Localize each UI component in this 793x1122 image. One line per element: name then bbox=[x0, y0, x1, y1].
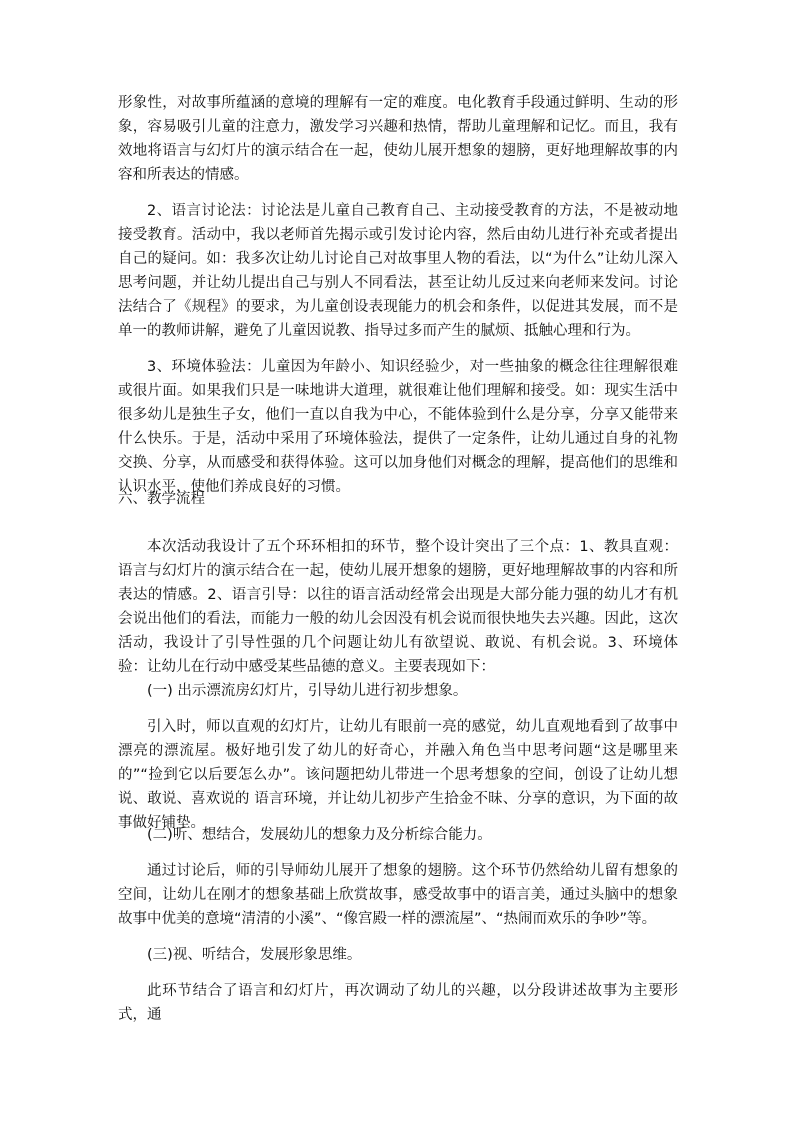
paragraph-step-two: 通过讨论后，师的引导师幼儿展开了想象的翅膀。这个环节仍然给幼儿留有想象的空间，让幼儿在刚才的想象基础上欣赏故事，感受故事中的语言美，通过头脑中的想象故事中优美的意境“清清的小溪”、“像宫殿一样的漂流屋”、“热闹而欢乐的争吵”等。 bbox=[118, 863, 678, 927]
paragraph-environment-experience: 3、环境体验法：儿童因为年龄小、知识经验少，对一些抽象的概念往往理解很难或很片面。如果我们只是一味地讲大道理，就很难让他们理解和接受。如：现实生活中很多幼儿是独生子女，他们一直以自我为中心，不能体验到什么是分享，分享又能带来什么快乐。于是，活动中采用了环境体验法，提供了一定条件，让幼儿通过自身的礼物交换、分享，从而感受和获得体验。这可以加身他们对概念的理解，提高他们的思维和认识水平，使他们养成良好的习惯。 bbox=[118, 359, 678, 495]
paragraph-step-three: 此环节结合了语言和幻灯片，再次调动了幼儿的兴趣，以分段讲述故事为主要形式，通 bbox=[118, 983, 678, 1023]
paragraph-activity-overview: 本次活动我设计了五个环环相扣的环节，整个设计突出了三个点：1、教具直观：语言与幻灯片的演示结合在一起，使幼儿展开想象的翅膀，更好地理解故事的内容和所表达的情感。2、语言引导：以往的语言活动经常会出现是大部分能力强的幼儿才有机会说出他们的看法，而能力一般的幼儿会因没有机会说而很快地失去兴趣。因此，这次活动，我设计了引导性强的几个问题让幼儿有欲望说、敢说、有机会说。3、环境体验：让幼儿在行动中感受某些品德的意义。主要表现如下： bbox=[118, 539, 678, 675]
subheading-step-three: (三)视、听结合，发展形象思维。 bbox=[147, 947, 362, 963]
paragraph-step-one: 引入时，师以直观的幻灯片，让幼儿有眼前一亮的感觉，幼儿直观地看到了故事中漂亮的漂流屋。极好地引发了幼儿的好奇心，并融入角色当中思考问题“这是哪里来的”“捡到它以后要怎么办”。该问题把幼儿带进一个思考想象的空间，创设了让幼儿想说、敢说、喜欢说的 语言环境，并让幼儿初步产生拾金不昧、分享的意识，为下面的故事做好铺垫。 bbox=[118, 719, 678, 831]
paragraph-language-discussion: 2、语言讨论法：讨论法是儿童自己教育自己、主动接受教育的方法，不是被动地接受教育。活动中，我以老师首先揭示或引发讨论内容，然后由幼儿进行补充或者提出自己的疑问。如：我多次让幼儿讨论自己对故事里人物的看法，以“为什么”让幼儿深入思考问题，并让幼儿提出自己与别人不同看法，甚至让幼儿反过来向老师来发问。讨论法结合了《规程》的要求，为儿童创设表现能力的机会和条件，以促进其发展，而不是单一的教师讲解，避免了儿童因说教、指导过多而产生的腻烦、抵触心理和行为。 bbox=[118, 203, 678, 339]
paragraph-intro-continued: 形象性，对故事所蕴涵的意境的理解有一定的难度。电化教育手段通过鲜明、生动的形象，容易吸引儿童的注意力，激发学习兴趣和热情，帮助儿童理解和记忆。而且，我有效地将语言与幻灯片的演示结合在一起，使幼儿展开想象的翅膀，更好地理解故事的内容和所表达的情感。 bbox=[118, 95, 678, 183]
section-heading-teaching-process: 六、教学流程 bbox=[118, 491, 205, 507]
subheading-step-two: (二)听、想结合，发展幼儿的想象力及分析综合能力。 bbox=[147, 827, 492, 843]
subheading-step-one: (一) 出示漂流房幻灯片，引导幼儿进行初步想象。 bbox=[147, 683, 468, 699]
